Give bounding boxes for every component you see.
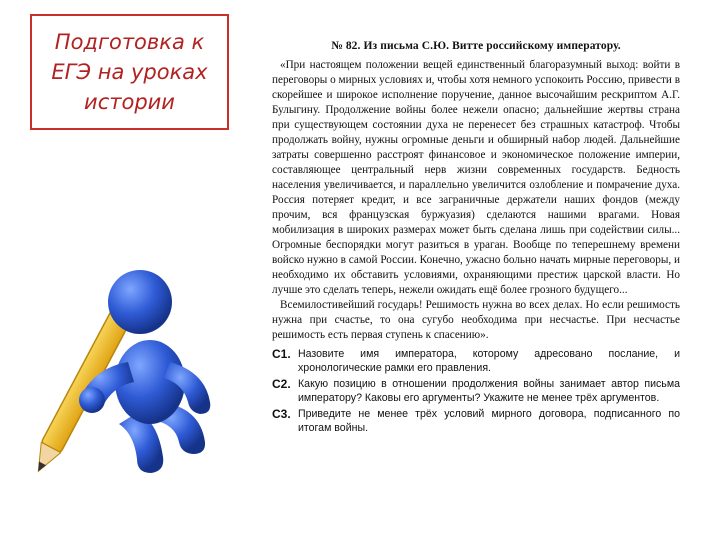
question-text: Приведите не менее трёх условий мирного договора, подписанного по итогам войны.: [298, 408, 680, 434]
title-box: [30, 14, 229, 130]
document-heading: № 82. Из письма С.Ю. Витте российскому императору.: [331, 40, 621, 52]
question-item: [272, 407, 680, 435]
question-item: [272, 377, 680, 405]
question-number: С1.: [272, 347, 291, 361]
question-number: С3.: [272, 407, 291, 421]
page-title: Подготовка к ЕГЭ на уроках истории: [51, 30, 208, 114]
question-text: Какую позицию в отношении продолжения войны занимает автор письма императору? Каковы его аргументы? Укажите не менее трёх аргументов.: [298, 378, 680, 404]
question-number: С2.: [272, 377, 291, 391]
question-list: [272, 347, 680, 435]
document-excerpt: [250, 36, 680, 526]
document-paragraph-2: Всемилостивейший государь! Решимость нужна во всех делах. Но если решимость нужна при счастье, то она сугубо необходима при несчастье. При несчастье решимость есть первая ступень к спасению».: [272, 299, 680, 341]
question-text: Назовите имя императора, которому адресовано послание, и хронологические рамки его правления.: [298, 348, 680, 374]
document-paragraph-1: «При настоящем положении вещей единственный благоразумный выход: войти в переговоры о мирных условиях и, чтобы хотя немного успокоить Россию, привести в скорейшее и широкое исполнение поручение, данное высочайшим рескриптом А.Г. Булыгину. Продолжение войны более нежели опасно; дальнейшие жертвы страна при существующем состоянии духа не перенесет без страшных катастроф. Чтобы продолжать войну, нужны огромные деньги и обширный набор людей. Дальнейшие затраты совершенно расстроят финансовое и экономическое положение империи, составляющее центральный нерв жизни современных государств. Бедность населения увеличивается, и параллельно увеличится озлобление и помрачение духа. Россия потеряет кредит, и все заграничные держатели наших фондов (между прочим, вся французская буржуазия) сделаются нашими врагами. Новая мобилизация в широких размерах может быть сделана лишь при содействии силы... Огромные беспорядки могут разиться в ураган. Вообще по теперешнему времени войско нужно в самой России. Конечно, ужасно больно начать мирные переговоры, и необходимо их обставить условиями, охраняющими престиж царской власти. Но лучше это сделать теперь, нежели ожидать ещё более грозного будущего...: [272, 59, 680, 296]
question-item: [272, 347, 680, 375]
person-writing-with-pencil-icon: [20, 262, 220, 487]
